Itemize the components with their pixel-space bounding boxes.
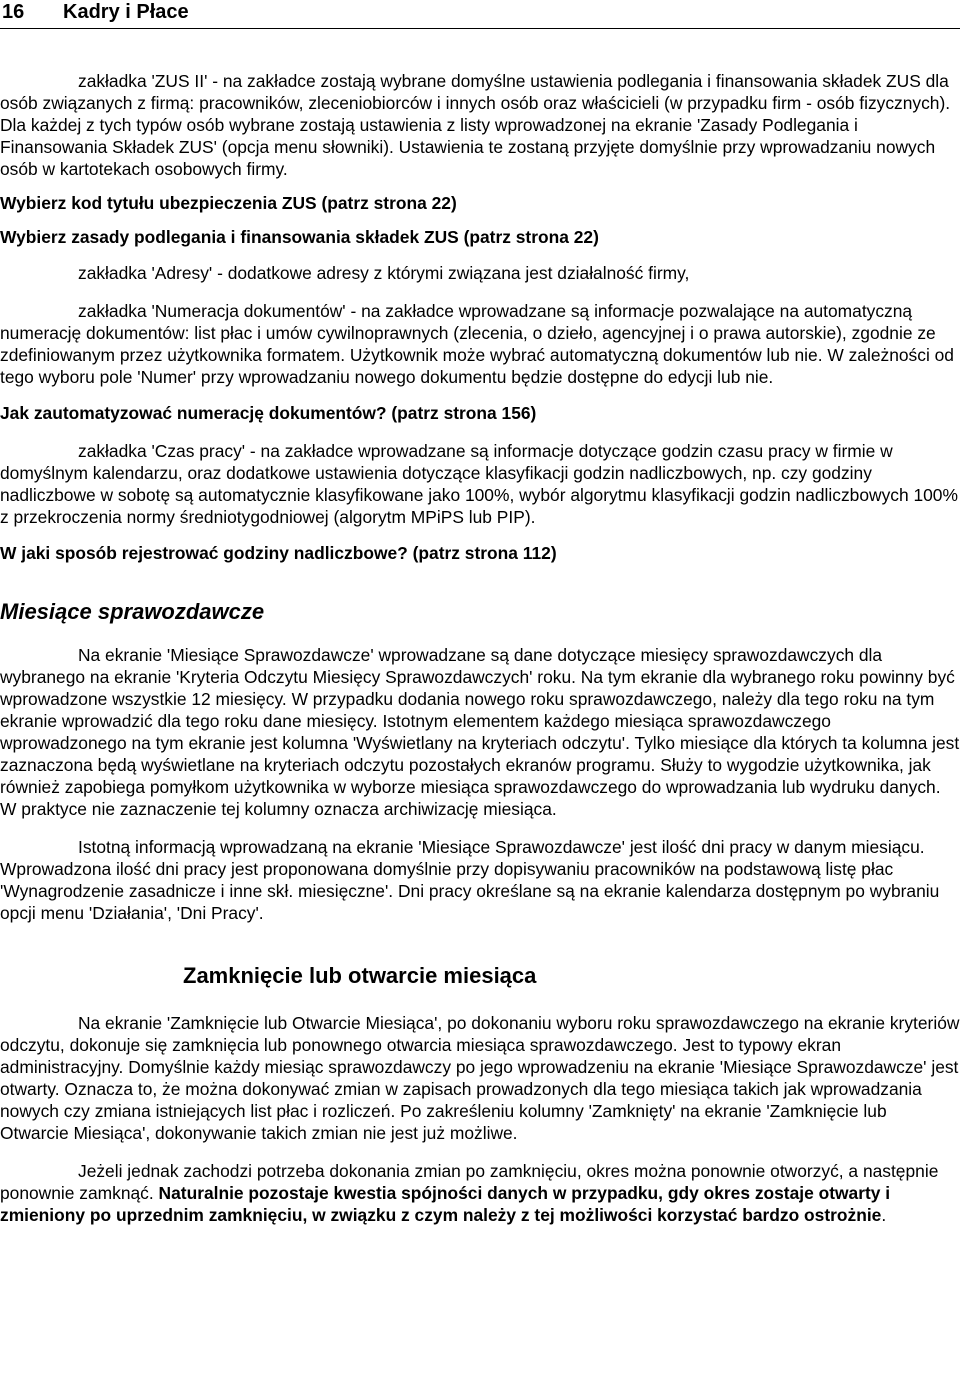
paragraph-miesiace-2: Istotną informacją wprowadzaną na ekranie 'Miesiące Sprawozdawcze' jest ilość dni pracy w danym miesiącu. Wprowadzona ilość dni pracy jest proponowana domyślnie przy dopisywaniu pracowników na podstawową listę płac 'Wynagrodzenie zasadnicze i inne skł. miesięczne'. Dni pracy określane są na ekranie kalendarza dostępnym po wybraniu opcji menu 'Działania', 'Dni Pracy'. (0, 837, 940, 924)
paragraph-numeracja-tab: zakładka 'Numeracja dokumentów' - na zakładce wprowadzane są informacje pozwalające na automatyczną numerację dokumentów: list płac i umów cywilnoprawnych (zlecenia, o dzieło, agencyjnej i o prawa autorskie), zgodnie ze zdefiniowanym przez użytkownika formatem. Użytkownik może wybrać automatyczną dokumentów lub nie. W zależności od tego wyboru pole 'Numer' przy wprowadzaniu nowego dokumentu będzie dostępne do edycji lub nie. (0, 301, 954, 387)
section-heading-miesiace: Miesiące sprawozdawcze (0, 599, 265, 624)
paragraph-zus-tab: zakładka 'ZUS II' - na zakładce zostają wybrane domyślne ustawienia podlegania i finansowania składek ZUS dla osób związanych z firmą: pracowników, zleceniobiorców i innych osób oraz właścicieli (w przypadku firm - osób fizycznych). Dla każdej z tych typów osób wybrane zostają ustawienia z listy wprowadzonej na ekranie 'Zasady Podlegania i Finansowania Składek ZUS' (opcja menu słowniki). Ustawienia te zostaną przyjęte domyślnie przy wprowadzaniu nowych osób w kartotekach osobowych firmy. (0, 71, 951, 179)
link-zasady-podlegania[interactable]: Wybierz zasady podlegania i finansowania składek ZUS (patrz strona 22) (0, 227, 599, 247)
page-content (0, 70, 960, 1226)
paragraph-czas-pracy-tab: zakładka 'Czas pracy' - na zakładce wprowadzane są informacje dotyczące godzin czasu pracy w firmie w domyślnym kalendarzu, oraz dodatkowe ustawienia dotyczące klasyfikacji godzin nadliczbowych, np. czy godziny nadliczbowe w sobotę są automatycznie klasyfikowane jako 100%, wybór algorytmu klasyfikacji godzin nadliczbowych 100% z przekroczenia normy średniotygodniowej (algorytm MPiPS lub PIP). (0, 441, 958, 527)
link-kod-tytulu[interactable]: Wybierz kod tytułu ubezpieczenia ZUS (patrz strona 22) (0, 193, 457, 213)
section-heading-zamkniecie: Zamknięcie lub otwarcie miesiąca (183, 963, 537, 989)
link-numeracja[interactable]: Jak zautomatyzować numerację dokumentów? (patrz strona 156) (0, 403, 537, 423)
zamkniecie-2-end: . (881, 1205, 887, 1226)
page-number: 16 (2, 1, 25, 23)
running-title: Kadry i Płace (63, 1, 189, 23)
page-header (0, 0, 960, 29)
paragraph-miesiace-1: Na ekranie 'Miesiące Sprawozdawcze' wprowadzane są dane dotyczące miesięcy sprawozdawczych dla wybranego na ekranie 'Kryteria Odczytu Miesięcy Sprawozdawczych' roku. Na tym ekranie dla wybranego roku powinny być wprowadzone wszystkie 12 miesięcy. W przypadku dodania nowego roku sprawozdawczego, należy dla tego roku na tym ekranie wprowadzić dla tego roku dane miesięcy. Istotnym elementem każdego miesiąca sprawozdawczego wprowadzonego na tym ekranie jest kolumna 'Wyświetlany na kryteriach odczytu'. Tylko miesiące dla których ta kolumna jest zaznaczona będą wyświetlane na kryteriach odczytu pozostałych ekranów programu. Służy to wygodzie użytkownika, jak również zapobiega pomyłkom użytkownika w wyborze miesiąca sprawozdawczego do wprowadzania lub wydruku danych. W praktyce nie zaznaczenie tej kolumny oznacza archiwizację miesiąca. (0, 645, 960, 820)
link-godziny-nadliczbowe[interactable]: W jaki sposób rejestrować godziny nadliczbowe? (patrz strona 112) (0, 543, 557, 563)
paragraph-zamkniecie-1: Na ekranie 'Zamknięcie lub Otwarcie Miesiąca', po dokonaniu wyboru roku sprawozdawczego na ekranie kryteriów odczytu, dokonuje się zamknięcia lub ponownego otwarcia miesiąca sprawozdawczego. Jest to typowy ekran administracyjny. Domyślnie każdy miesiąc sprawozdawczy po jego wprowadzeniu na ekranie 'Miesiące Sprawozdawcze' jest otwarty. Oznacza to, że można dokonywać zmian w zapisach prowadzonych dla tego miesiąca takich jak wprowadzania nowych czy zmiana istniejących list płac i rozliczeń. Po zakreśleniu kolumny 'Zamknięty' na ekranie 'Zamknięcie lub Otwarcie Miesiąca', dokonywanie takich zmian nie jest już możliwe. (0, 1013, 960, 1144)
zamkniecie-2-emphasis: Naturalnie pozostaje kwestia spójności danych w przypadku, gdy okres zostaje otwarty i zmieniony po uprzednim zamknięciu, w związku z czym należy z tej możliwości korzystać bardzo ostrożnie (0, 1183, 891, 1226)
paragraph-adresy-tab: zakładka 'Adresy' - dodatkowe adresy z którymi związana jest działalność firmy, (78, 263, 690, 283)
paragraph-zamkniecie-2 (0, 1160, 960, 1226)
zamkniecie-2-text: Jeżeli jednak zachodzi potrzeba dokonania zmian po zamknięciu, okres można ponownie otworzyć, a następnie ponownie zamknąć. (0, 1161, 939, 1204)
